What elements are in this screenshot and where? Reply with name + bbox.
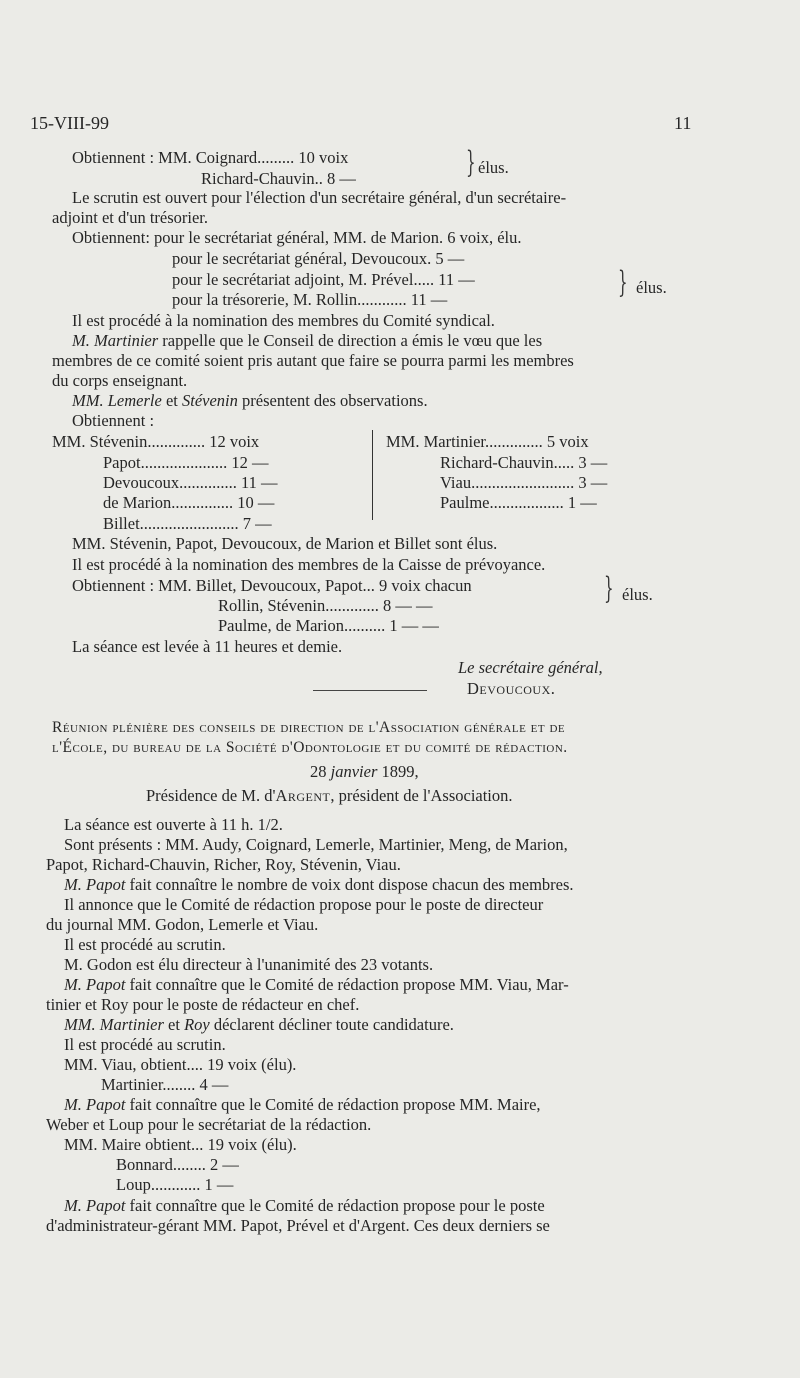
date-line: 28 janvier 1899,: [310, 762, 419, 781]
text-line: Obtiennent: pour le secrétariat général, MM. de Marion. 6 voix, élu.: [72, 228, 522, 247]
text-line: tinier et Roy pour le poste de rédacteur en chef.: [46, 995, 360, 1014]
elected-label: élus.: [636, 278, 667, 297]
section-title: Réunion plénière des conseils de direction de l'Association générale et de: [52, 719, 566, 736]
vote-row: Devoucoux.............. 11 —: [103, 473, 278, 492]
text-line: Le scrutin est ouvert pour l'élection d'un secrétaire général, d'un secrétaire-: [72, 188, 567, 207]
text-line: Sont présents : MM. Audy, Coignard, Lemerle, Martinier, Meng, de Marion,: [64, 835, 568, 854]
brace-icon: }: [618, 265, 628, 300]
text-line: La séance est levée à 11 heures et demie.: [72, 637, 343, 656]
text-line: MM. Stévenin, Papot, Devoucoux, de Marion et Billet sont élus.: [72, 534, 498, 553]
running-header-left: 15-VIII-99: [30, 113, 109, 133]
text-line: Il est procédé à la nomination des membres du Comité syndical.: [72, 311, 495, 330]
signature-title: Le secrétaire général,: [458, 658, 603, 677]
vote-row: MM. Martinier.............. 5 voix: [386, 432, 589, 451]
result-line: Obtiennent : MM. Coignard......... 10 voix: [72, 148, 349, 167]
bleed-through-decoration: [30, 570, 64, 652]
result-line: Richard-Chauvin.. 8 —: [201, 169, 356, 188]
brace-icon: }: [466, 145, 476, 180]
text-line: Il est procédé à la nomination des membres de la Caisse de prévoyance.: [72, 555, 546, 574]
vote-row: Billet........................ 7 —: [103, 514, 272, 533]
vote-row: Viau......................... 3 —: [440, 473, 608, 492]
vote-row: MM. Stévenin.............. 12 voix: [52, 432, 260, 451]
page-number: 11: [674, 113, 692, 133]
text-line: Bonnard........ 2 —: [116, 1155, 239, 1174]
text-line: MM. Viau, obtient.... 19 voix (élu).: [64, 1055, 297, 1074]
text-line: pour le secrétariat adjoint, M. Prével..... 11 —: [172, 270, 475, 289]
text-line: Obtiennent : MM. Billet, Devoucoux, Papot... 9 voix chacun: [72, 576, 472, 595]
text-line: Il annonce que le Comité de rédaction propose pour le poste de directeur: [64, 895, 544, 914]
presidency-line: Présidence de M. d'Argent, président de l'Association.: [146, 786, 513, 805]
signature-name: Devoucoux.: [467, 679, 556, 698]
vote-row: Richard-Chauvin..... 3 —: [440, 453, 608, 472]
text-line: du corps enseignant.: [52, 371, 188, 390]
text-line: Il est procédé au scrutin.: [64, 935, 226, 954]
column-divider: [372, 430, 373, 520]
text-line: du journal MM. Godon, Lemerle et Viau.: [46, 915, 319, 934]
text-line: pour le secrétariat général, Devoucoux. 5 —: [172, 249, 465, 268]
text-line: M. Godon est élu directeur à l'unanimité des 23 votants.: [64, 955, 434, 974]
text-line: MM. Maire obtient... 19 voix (élu).: [64, 1135, 297, 1154]
section-title: l'École, du bureau de la Société d'Odontologie et du comité de rédaction.: [52, 739, 568, 756]
text-line: membres de ce comité soient pris autant que faire se pourra parmi les membres: [52, 351, 574, 370]
brace-icon: }: [604, 571, 614, 606]
vote-row: Papot..................... 12 —: [103, 453, 269, 472]
text-line: M. Papot fait connaître que le Comité de rédaction propose MM. Maire,: [64, 1095, 541, 1114]
text-line: MM. Lemerle et Stévenin présentent des observations.: [72, 391, 428, 410]
text-line: MM. Martinier et Roy déclarent décliner toute candidature.: [64, 1015, 454, 1034]
text-line: M. Martinier rappelle que le Conseil de direction a émis le vœu que les: [72, 331, 543, 350]
section-divider: [313, 690, 427, 691]
text-line: d'administrateur-gérant MM. Papot, Prével et d'Argent. Ces deux derniers se: [46, 1216, 550, 1235]
vote-row: Paulme.................. 1 —: [440, 493, 597, 512]
text-line: pour la trésorerie, M. Rollin............ 11 —: [172, 290, 448, 309]
text-line: La séance est ouverte à 11 h. 1/2.: [64, 815, 283, 834]
text-line: M. Papot fait connaître que le Comité de rédaction propose MM. Viau, Mar-: [64, 975, 569, 994]
text-line: Papot, Richard-Chauvin, Richer, Roy, Stévenin, Viau.: [46, 855, 401, 874]
vote-row: de Marion............... 10 —: [103, 493, 275, 512]
text-line: M. Papot fait connaître que le Comité de rédaction propose pour le poste: [64, 1196, 545, 1215]
text-line: M. Papot fait connaître le nombre de voix dont dispose chacun des membres.: [64, 875, 574, 894]
text-line: Rollin, Stévenin............. 8 — —: [218, 596, 433, 615]
text-line: adjoint et d'un trésorier.: [52, 208, 209, 227]
text-line: Weber et Loup pour le secrétariat de la rédaction.: [46, 1115, 372, 1134]
text-line: Paulme, de Marion.......... 1 — —: [218, 616, 439, 635]
elected-label: élus.: [478, 158, 509, 177]
text-line: Martinier........ 4 —: [101, 1075, 229, 1094]
text-line: Loup............ 1 —: [116, 1175, 234, 1194]
text-line: Obtiennent :: [72, 411, 155, 430]
elected-label: élus.: [622, 585, 653, 604]
text-line: Il est procédé au scrutin.: [64, 1035, 226, 1054]
